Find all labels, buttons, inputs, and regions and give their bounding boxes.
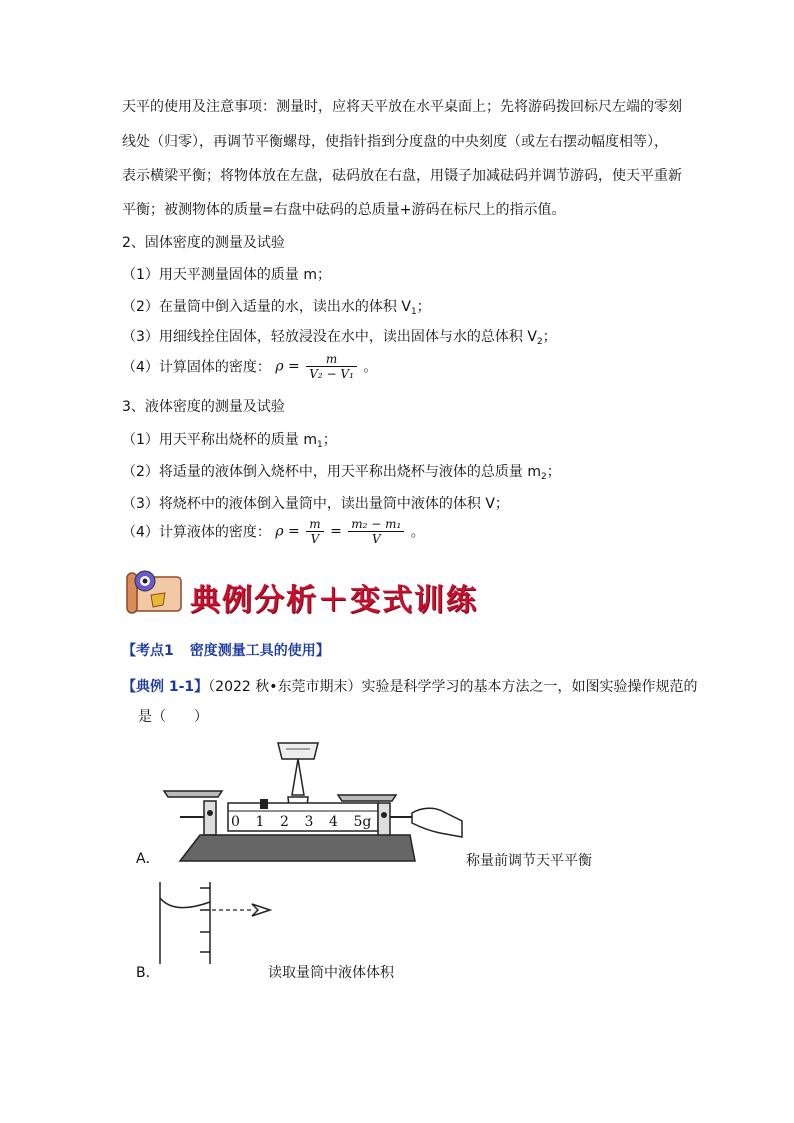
section3-step3: （3）将烧杯中的液体倒入量筒中，读出量筒中液体的体积 V； [122, 496, 509, 512]
section2-step2: （2）在量筒中倒入适量的水，读出水的体积 $V_1$； [122, 299, 431, 317]
balance-scale-illustration [160, 737, 465, 865]
balance-scale-label: 1 [255, 814, 265, 830]
option-b-caption: 读取量筒中液体体积 [268, 965, 394, 981]
section2-step4: （4）计算固体的密度： ρ = $\frac{m}{\text{V₂ − V₁}}$ 。 [122, 352, 378, 381]
solid-density-formula: ρ = $\frac{m}{\text{V₂ − V₁}}$ [275, 352, 359, 381]
option-b-letter: B． [136, 965, 160, 981]
option-a-caption: 称量前调节天平平衡 [466, 853, 592, 869]
intro-line-3: 表示横梁平衡；将物体放在左盘，砝码放在右盘，用镊子加减砝码并调节游码，使天平重新 [122, 168, 682, 184]
balance-scale-label: 3 [304, 814, 314, 830]
balance-scale-label: 5g [353, 814, 372, 830]
section2-heading: 2、固体密度的测量及试验 [122, 235, 285, 251]
balance-scale-label: 4 [329, 814, 338, 830]
section3-step4: （4）计算液体的密度： ρ = $\frac{m}{V}$ = $\frac{\text{m₂ − m₁}}{V}$ 。 [122, 517, 425, 546]
balance-scale-label: 0 [231, 814, 240, 830]
option-a-letter: A． [136, 851, 160, 867]
section2-step3: （3）用细线拴住固体，轻放浸没在水中，读出固体与水的总体积 $V_2$； [122, 329, 557, 347]
balance-scale-label: 2 [280, 814, 289, 830]
banner-scroll-icon [125, 567, 187, 617]
example-question: 【典例 1-1】（2022 秋•东莞市期末）实验是科学学习的基本方法之一，如图实验操作规范的 [122, 679, 698, 695]
measuring-cylinder-illustration [148, 880, 278, 964]
section3-step2: （2）将适量的液体倒入烧杯中，用天平称出烧杯与液体的总质量 $m_2$； [122, 464, 561, 482]
intro-line-1: 天平的使用及注意事项：测量时，应将天平放在水平桌面上；先将游码拨回标尺左端的零刻 [122, 99, 682, 115]
intro-line-2: 线处（归零），再调节平衡螺母，使指针指到分度盘的中央刻度（或左右摆动幅度相等）， [122, 134, 668, 150]
section3-heading: 3、液体密度的测量及试验 [122, 399, 285, 415]
liquid-density-formula: ρ = $\frac{m}{V}$ = $\frac{\text{m₂ − m₁}}{V}$ [275, 517, 406, 546]
section2-step1: （1）用天平测量固体的质量 m； [122, 267, 331, 283]
intro-line-4: 平衡；被测物体的质量=右盘中砝码的总质量+游码在标尺上的指示值。 [122, 202, 566, 218]
section3-step1: （1）用天平称出烧杯的质量 $m_1$； [122, 432, 337, 450]
example-question-cont: 是（ ） [138, 709, 208, 725]
banner-title: 典例分析＋变式训练 [190, 583, 478, 618]
kaodian-heading: 【考点1 密度测量工具的使用】 [122, 643, 330, 659]
